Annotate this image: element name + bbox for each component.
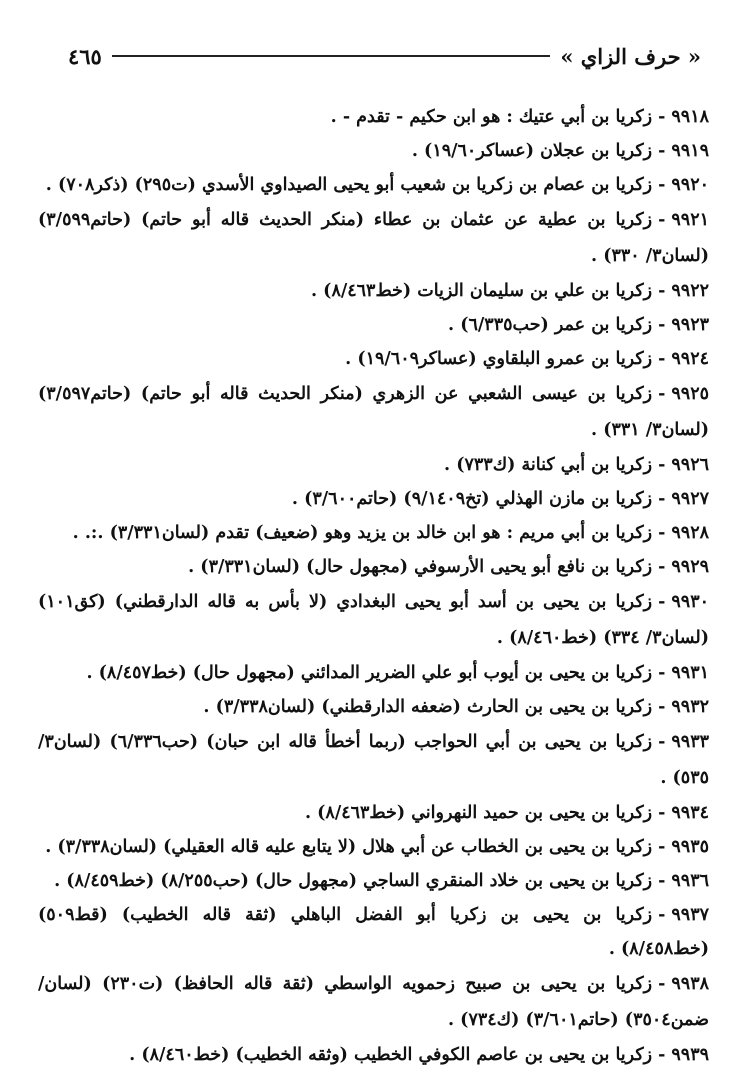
- entry-number: ٩٩٣٨: [671, 974, 709, 994]
- entry-text: زكريا بن يحيى بن أيوب أبو علي الضرير المدائني (مجهول حال) (خط٨/٤٥٧) .: [86, 663, 653, 683]
- chapter-title: « حرف الزاي »: [560, 43, 701, 69]
- header-rule: [112, 55, 551, 57]
- entry-text: زكريا بن يحيى بن أسد أبو يحيى البغدادي (لا بأس به قاله الدارقطني) (كق١٠١) (لسان٣/ ٣٣٤) (خط٨/٤٦٠) .: [38, 592, 709, 648]
- entry-number: ٩٩١٨: [671, 107, 709, 127]
- entry-number: ٩٩٢٧: [671, 489, 709, 509]
- entry-text: زكريا بن علي بن سليمان الزيات (خط٨/٤٦٣) .: [310, 281, 653, 301]
- entry-number: ٩٩٣١: [671, 663, 709, 683]
- entry-text: زكريا بن نافع أبو يحيى الأرسوفي (مجهول حال) (لسان٣/٣٣١) .: [188, 557, 653, 577]
- entry-9925: ٩٩٢٥-زكريا بن عيسى الشعبي عن الزهري (منكر الحديث قاله أبو حاتم) (حاتم٣/٥٩٧) (لسان٣/ ٣٣١) .: [38, 384, 709, 440]
- entry-number: ٩٩٢٢: [671, 281, 709, 301]
- entry-9919: ٩٩١٩-زكريا بن عجلان (عساكر١٩/٦٠) .: [411, 141, 709, 161]
- entry-9920: ٩٩٢٠-زكريا بن عصام بن زكريا بن شعيب أبو يحيى الصيداوي الأسدي (ت٢٩٥) (ذكر٧٠٨) .: [45, 175, 709, 195]
- entry-text: زكريا بن عطية عن عثمان بن عطاء (منكر الحديث قاله أبو حاتم) (حاتم٣/٥٩٩) (لسان٣/ ٣٣٠) .: [38, 210, 709, 266]
- entry-text: زكريا بن عمر (حب٦/٣٣٥) .: [448, 315, 653, 335]
- page-number: ٤٦٥: [68, 43, 102, 69]
- entry-9933: ٩٩٣٣-زكريا بن يحيى بن أبي الحواجب (ربما أخطأ قاله ابن حبان) (حب٦/٣٣٦) (لسان٣/ ٥٣٥) .: [38, 732, 709, 788]
- entry-text: زكريا بن عمرو البلقاوي (عساكر١٩/٦٠٩) .: [345, 349, 653, 369]
- entry-number: ٩٩١٩: [671, 141, 709, 161]
- entry-9922: ٩٩٢٢-زكريا بن علي بن سليمان الزيات (خط٨/٤٦٣) .: [310, 281, 709, 301]
- entry-number: ٩٩٢٠: [671, 175, 709, 195]
- entry-text: زكريا بن يحيى بن زكريا أبو الفضل الباهلي (ثقة قاله الخطيب) (قط٥٠٩) (خط٨/٤٥٨) .: [38, 905, 709, 959]
- entry-9936: ٩٩٣٦-زكريا بن يحيى بن خلاد المنقري الساجي (مجهول حال) (حب٨/٢٥٥) (خط٨/٤٥٩) .: [54, 871, 709, 891]
- entry-9935: ٩٩٣٥-زكريا بن يحيى بن الخطاب عن أبي هلال (لا يتابع عليه قاله العقيلي) (لسان٣/٣٣٨) .: [45, 837, 709, 857]
- entry-9934: ٩٩٣٤-زكريا بن يحيى بن حميد النهرواني (خط٨/٤٦٣) .: [304, 803, 709, 823]
- entry-9918: ٩٩١٨-زكريا بن أبي عتيك : هو ابن حكيم - تقدم - .: [330, 107, 709, 127]
- entry-9921: ٩٩٢١-زكريا بن عطية عن عثمان بن عطاء (منكر الحديث قاله أبو حاتم) (حاتم٣/٥٩٩) (لسان٣/ ٣٣٠) .: [38, 210, 709, 266]
- entry-number: ٩٩٣٠: [671, 592, 709, 612]
- entry-number: ٩٩٣٥: [671, 837, 709, 857]
- entry-9930: ٩٩٣٠-زكريا بن يحيى بن أسد أبو يحيى البغدادي (لا بأس به قاله الدارقطني) (كق١٠١) (لسان٣/ ٣٣٤) (خط٨/٤٦٠) .: [38, 592, 709, 648]
- entry-text: زكريا بن يحيى بن عاصم الكوفي الخطيب (وثقه الخطيب) (خط٨/٤٦٠) .: [129, 1045, 653, 1065]
- entry-text: زكريا بن أبي عتيك : هو ابن حكيم - تقدم - .: [330, 107, 653, 127]
- entry-9924: ٩٩٢٤-زكريا بن عمرو البلقاوي (عساكر١٩/٦٠٩) .: [345, 349, 709, 369]
- entry-9931: ٩٩٣١-زكريا بن يحيى بن أيوب أبو علي الضرير المدائني (مجهول حال) (خط٨/٤٥٧) .: [86, 663, 709, 683]
- entry-text: زكريا بن يحيى بن الخطاب عن أبي هلال (لا يتابع عليه قاله العقيلي) (لسان٣/٣٣٨) .: [45, 837, 653, 857]
- entry-number: ٩٩٢١: [671, 210, 709, 230]
- entry-text: زكريا بن أبي كنانة (ك٧٣٣) .: [444, 455, 653, 475]
- entry-9927: ٩٩٢٧-زكريا بن مازن الهذلي (تخ٩/١٤٠٩) (حاتم٣/٦٠٠) .: [291, 489, 709, 509]
- entry-number: ٩٩٣٢: [671, 697, 709, 717]
- entry-number: ٩٩٢٣: [671, 315, 709, 335]
- entry-number: ٩٩٣٩: [671, 1045, 709, 1065]
- entry-text: زكريا بن أبي مريم : هو ابن خالد بن يزيد وهو (ضعيف) تقدم (لسان٣/٣٣١) .:. .: [72, 523, 653, 543]
- entry-number: ٩٩٣٣: [671, 732, 709, 752]
- entry-number: ٩٩٣٤: [671, 803, 709, 823]
- entry-text: زكريا بن عيسى الشعبي عن الزهري (منكر الحديث قاله أبو حاتم) (حاتم٣/٥٩٧) (لسان٣/ ٣٣١) .: [38, 384, 709, 440]
- entry-text: زكريا بن يحيى بن خلاد المنقري الساجي (مجهول حال) (حب٨/٢٥٥) (خط٨/٤٥٩) .: [54, 871, 653, 891]
- entry-number: ٩٩٢٨: [671, 523, 709, 543]
- entry-number: ٩٩٢٦: [671, 455, 709, 475]
- entry-text: زكريا بن عجلان (عساكر١٩/٦٠) .: [411, 141, 653, 161]
- entry-9937: ٩٩٣٧-زكريا بن يحيى بن زكريا أبو الفضل الباهلي (ثقة قاله الخطيب) (قط٥٠٩) (خط٨/٤٥٨) .: [38, 905, 709, 959]
- entry-9929: ٩٩٢٩-زكريا بن نافع أبو يحيى الأرسوفي (مجهول حال) (لسان٣/٣٣١) .: [188, 557, 709, 577]
- entry-9923: ٩٩٢٣-زكريا بن عمر (حب٦/٣٣٥) .: [448, 315, 709, 335]
- entry-text: زكريا بن عصام بن زكريا بن شعيب أبو يحيى الصيداوي الأسدي (ت٢٩٥) (ذكر٧٠٨) .: [45, 175, 653, 195]
- entry-number: ٩٩٢٩: [671, 557, 709, 577]
- page-header: [68, 38, 701, 74]
- entry-9932: ٩٩٣٢-زكريا بن يحيى بن الحارث (ضعفه الدارقطني) (لسان٣/٣٣٨) .: [203, 697, 709, 717]
- entry-text: زكريا بن يحيى بن الحارث (ضعفه الدارقطني) (لسان٣/٣٣٨) .: [203, 697, 653, 717]
- entry-text: زكريا بن مازن الهذلي (تخ٩/١٤٠٩) (حاتم٣/٦٠٠) .: [291, 489, 653, 509]
- entry-9938: ٩٩٣٨-زكريا بن يحيى بن صبيح زحمويه الواسطي (ثقة قاله الحافظ) (ت٢٣٠) (لسان/ ضمن٣٥٠٤) (حاتم٣/٦٠١) (ك٧٣٤) .: [38, 974, 709, 1030]
- entry-text: زكريا بن يحيى بن صبيح زحمويه الواسطي (ثقة قاله الحافظ) (ت٢٣٠) (لسان/ ضمن٣٥٠٤) (حاتم٣/٦٠١) (ك٧٣٤) .: [38, 974, 709, 1030]
- entry-9928: ٩٩٢٨-زكريا بن أبي مريم : هو ابن خالد بن يزيد وهو (ضعيف) تقدم (لسان٣/٣٣١) .:. .: [72, 523, 709, 543]
- entry-text: زكريا بن يحيى بن حميد النهرواني (خط٨/٤٦٣) .: [304, 803, 653, 823]
- entry-number: ٩٩٢٤: [671, 349, 709, 369]
- entry-number: ٩٩٣٦: [671, 871, 709, 891]
- entry-number: ٩٩٢٥: [671, 384, 709, 404]
- entry-9939: ٩٩٣٩-زكريا بن يحيى بن عاصم الكوفي الخطيب (وثقه الخطيب) (خط٨/٤٦٠) .: [129, 1045, 709, 1065]
- entry-9926: ٩٩٢٦-زكريا بن أبي كنانة (ك٧٣٣) .: [444, 455, 709, 475]
- entry-number: ٩٩٣٧: [671, 905, 709, 925]
- entry-list: [38, 100, 709, 1072]
- entry-text: زكريا بن يحيى بن أبي الحواجب (ربما أخطأ قاله ابن حبان) (حب٦/٣٣٦) (لسان٣/ ٥٣٥) .: [38, 732, 709, 788]
